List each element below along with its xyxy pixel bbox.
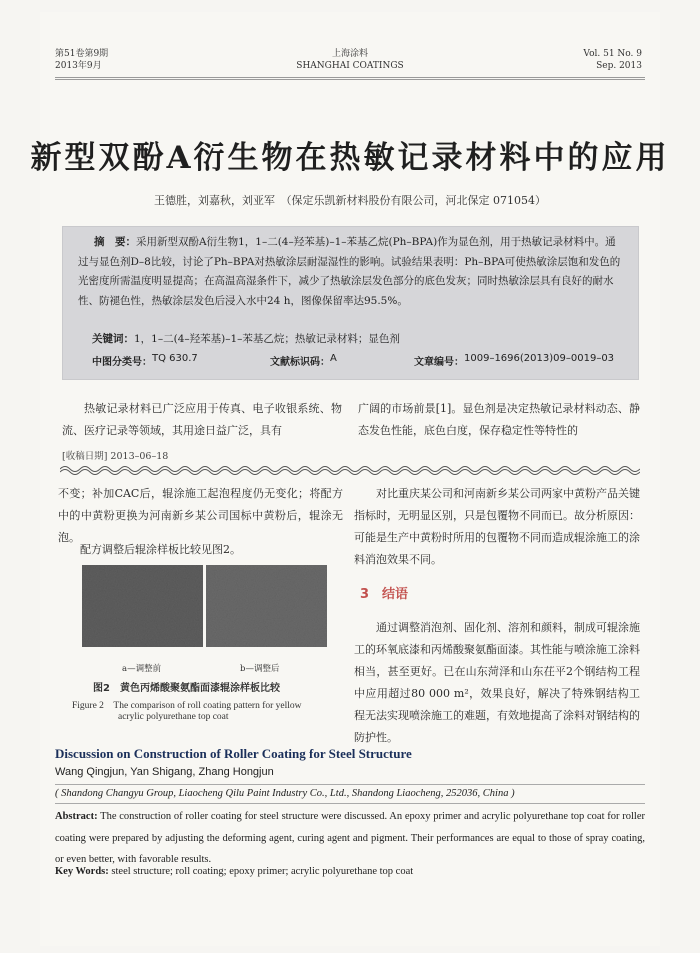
volume-issue-en: Vol. 51 No. 9 xyxy=(583,49,642,59)
abstract-text: 采用新型双酚A衍生物1，1–二(4–羟苯基)–1–苯基乙烷(Ph–BPA)作为显色剂，用于热敏记录材料中。通过与显色剂D–8比较，讨论了Ph–BPA对热敏涂层耐湿湿性的影响。试验结果表明：Ph–BPA可使热敏涂层饱和发色的光密度所需温度明显提高；在高温高湿条件下，减少了热敏涂层发色部分的底色发灰；同时热敏涂层具有良好的耐水性、防褪色性，热敏涂层发色后浸入水中24 h，图像保留率达95.5%。 xyxy=(78,236,621,307)
figure-sub-b: b—调整后 xyxy=(240,664,280,674)
journal-volume-info-en xyxy=(583,48,642,72)
abstract xyxy=(78,233,626,311)
body-right-paragraph-1: 对比重庆某公司和河南新乡某公司两家中黄粉产品关键指标时，无明显区别，只是包覆物不同而已。故分析原因：可能是生产中黄粉时所用的包覆物不同而造成辊涂施工的涂料消泡效果不同。 xyxy=(354,487,640,566)
english-abstract-text: The construction of roller coating for steel structure were discussed. An epoxy primer and acrylic polyurethane top coat for roller coating were prepared by adjusting the deforming agent, curing agent and pigment. Their performances are equal to those of spray coating, or even better, with favorable results. xyxy=(55,811,646,865)
intro-right-paragraph: 广阔的市场前景[1]。显色剂是决定热敏记录材料动态、静态发色性能，底色白度，保存稳定性等特性的 xyxy=(358,402,640,437)
figure-2-image xyxy=(82,565,327,647)
english-keywords-label: Key Words: xyxy=(55,866,109,877)
keywords xyxy=(92,331,632,346)
received-date: [收稿日期] 2013–06–18 xyxy=(62,451,169,462)
body-left-paragraph-1: 不变；补加CAC后，辊涂施工起泡程度仍无变化；将配方中的中黄粉更换为河南新乡某公司国标中黄粉后，辊涂无泡。 xyxy=(58,487,343,544)
article-number-value: 1009–1696(2013)09–0019–03 xyxy=(464,353,615,364)
abstract-label: 摘 要： xyxy=(94,236,136,248)
doc-code-value: A xyxy=(330,353,337,364)
issue-date-en: Sep. 2013 xyxy=(596,61,642,71)
doc-code xyxy=(270,353,337,368)
article-number xyxy=(414,353,615,368)
article-title: 新型双酚A衍生物在热敏记录材料中的应用 xyxy=(30,140,670,176)
article-authors: 王德胜，刘嘉秋，刘亚军 （保定乐凯新材料股份有限公司，河北保定 071054） xyxy=(154,194,546,207)
body-left-paragraph-2: 配方调整后辊涂样板比较见图2。 xyxy=(80,543,241,556)
journal-name-en: SHANGHAI COATINGS xyxy=(296,61,404,71)
page-break-wavy-divider xyxy=(60,462,640,476)
body-right-paragraph-2: 通过调整消泡剂、固化剂、溶剂和颜料，制成可辊涂施工的环氧底漆和丙烯酸聚氨酯面漆。其性能与喷涂施工涂料相当，甚至更好。已在山东菏泽和山东茌平2个钢结构工程中应用超过80 000 m²，效果良好，解决了特殊钢结构工程无法实现喷涂施工的难题，有效地提高了涂料对钢结构的防护性。 xyxy=(354,621,640,744)
doc-code-label: 文献标识码： xyxy=(270,357,330,368)
figure-caption-cn: 图2 黄色丙烯酸聚氨酯面漆辊涂样板比较 xyxy=(93,683,280,694)
article-number-label: 文章编号： xyxy=(414,357,464,368)
english-title: Discussion on Construction of Roller Coating for Steel Structure xyxy=(55,746,412,761)
header-rule-thin xyxy=(55,79,645,80)
panel-b-after xyxy=(206,565,327,647)
intro-left-paragraph: 热敏记录材料已广泛应用于传真、电子收银系统、物流、医疗记录等领域，其用途日益广泛，具有 xyxy=(62,402,342,437)
english-keywords-text: steel structure; roll coating; epoxy primer; acrylic polyurethane top coat xyxy=(111,866,414,877)
english-authors: Wang Qingjun, Yan Shigang, Zhang Hongjun xyxy=(55,766,274,778)
figure-caption-en-2: acrylic polyurethane top coat xyxy=(118,712,229,722)
figure-caption-en-1: Figure 2 The comparison of roll coating pattern for yellow xyxy=(72,701,302,711)
keywords-text: 1，1–二(4–羟苯基)–1–苯基乙烷；热敏记录材料；显色剂 xyxy=(134,333,400,345)
clc-code xyxy=(92,353,198,368)
english-abstract-label: Abstract: xyxy=(55,811,98,822)
clc-value: TQ 630.7 xyxy=(152,353,198,364)
english-abstract xyxy=(55,806,645,871)
volume-issue: 第51卷第9期 xyxy=(55,49,109,59)
english-keywords xyxy=(55,866,645,877)
panel-a-before xyxy=(82,565,203,647)
english-affiliation: ( Shandong Changyu Group, Liaocheng Qilu Paint Industry Co., Ltd., Shandong Liaocheng, 252036, China ) xyxy=(55,784,645,804)
section-heading-conclusion: 3 结语 xyxy=(360,587,409,602)
issue-date: 2013年9月 xyxy=(55,61,102,71)
header-rule xyxy=(55,77,645,78)
figure-sub-a: a—调整前 xyxy=(122,664,162,674)
keywords-label: 关键词： xyxy=(92,333,134,345)
clc-label: 中图分类号： xyxy=(92,357,152,368)
journal-name-cn: 上海涂料 xyxy=(331,49,368,59)
